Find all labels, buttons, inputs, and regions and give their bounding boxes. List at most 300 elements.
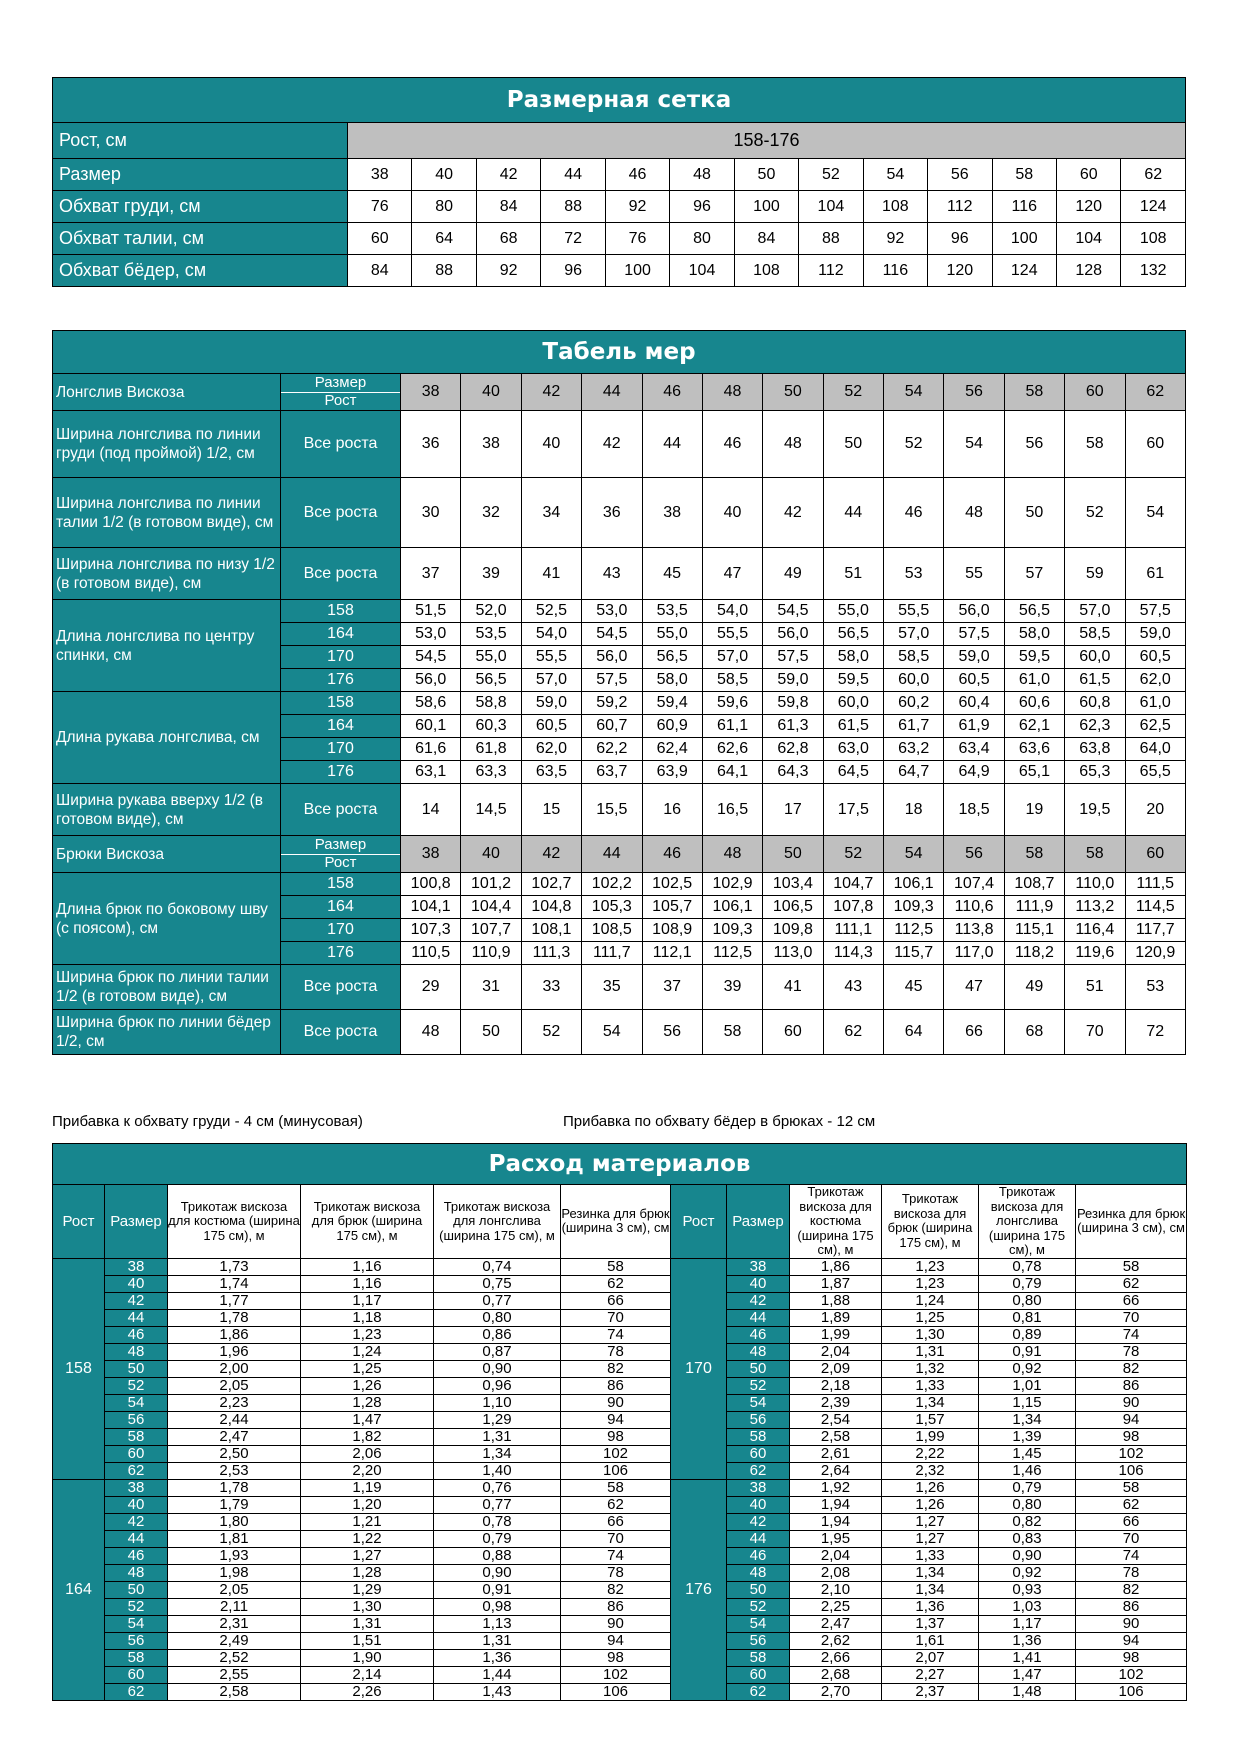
value-cell: 124 (1121, 191, 1186, 223)
value-cell: 86 (561, 1377, 671, 1394)
value-cell: 1,99 (790, 1326, 882, 1343)
consumption-title: Расход материалов (53, 1144, 1187, 1185)
row-label: Обхват талии, см (53, 223, 348, 255)
value-cell: 2,62 (790, 1632, 882, 1649)
value-cell: 74 (1076, 1547, 1187, 1564)
value-cell: 106,1 (884, 873, 944, 896)
value-cell: 80 (670, 223, 734, 255)
value-cell: 62,0 (521, 738, 581, 761)
size-cell: 62 (105, 1683, 168, 1700)
value-cell: 94 (1076, 1411, 1187, 1428)
value-cell: 62 (823, 1010, 883, 1055)
value-cell: 94 (561, 1632, 671, 1649)
height-group-cell: 170 (671, 1258, 727, 1479)
value-cell: 54,5 (582, 623, 642, 646)
size-cell: 60 (727, 1445, 790, 1462)
size-cell: 38 (727, 1479, 790, 1496)
value-cell: 48 (763, 411, 823, 478)
value-cell: 1,16 (301, 1275, 434, 1292)
value-cell: 70 (1076, 1309, 1187, 1326)
value-cell: 1,29 (301, 1581, 434, 1598)
value-cell: 58,5 (884, 646, 944, 669)
size-header-cell: 42 (521, 374, 581, 411)
value-cell: 104,4 (461, 896, 521, 919)
value-cell: 1,13 (434, 1615, 561, 1632)
size-cell: 40 (105, 1496, 168, 1513)
value-cell: 59,5 (1004, 646, 1064, 669)
value-cell: 60,4 (944, 692, 1004, 715)
size-header-cell: 38 (401, 374, 461, 411)
value-cell: 104,1 (401, 896, 461, 919)
value-cell: 1,46 (979, 1462, 1076, 1479)
value-cell: 82 (561, 1360, 671, 1377)
value-cell: 0,80 (979, 1292, 1076, 1309)
value-cell: 56,5 (642, 646, 702, 669)
value-cell: 1,33 (882, 1377, 979, 1394)
table-row (53, 1683, 1187, 1700)
value-cell: 53 (1125, 965, 1186, 1010)
value-cell: 58,5 (1065, 623, 1125, 646)
value-cell: 62 (561, 1275, 671, 1292)
size-cell: 44 (727, 1309, 790, 1326)
size-col-header: Размер (727, 1185, 790, 1259)
measure-label: Ширина лонгслива по линии груди (под проймой) 1/2, см (53, 411, 281, 478)
value-cell: 1,31 (434, 1428, 561, 1445)
value-cell: 1,31 (301, 1615, 434, 1632)
value-cell: 54,5 (401, 646, 461, 669)
value-cell: 55,0 (642, 623, 702, 646)
value-cell: 106,5 (763, 896, 823, 919)
value-cell: 111,7 (582, 942, 642, 965)
value-cell: 40 (702, 478, 762, 548)
table-row (53, 1292, 1187, 1309)
measure-label: Ширина лонгслива по линии талии 1/2 (в готовом виде), см (53, 478, 281, 548)
value-cell: 66 (1076, 1292, 1187, 1309)
value-cell: 108 (734, 255, 798, 287)
value-cell: 2,47 (790, 1615, 882, 1632)
value-cell: 56 (642, 1010, 702, 1055)
table-row (53, 548, 1186, 600)
value-cell: 113,0 (763, 942, 823, 965)
value-cell: 70 (1065, 1010, 1125, 1055)
value-cell: 1,22 (301, 1530, 434, 1547)
value-cell: 0,77 (434, 1292, 561, 1309)
value-cell: 41 (763, 965, 823, 1010)
size-cell: 44 (727, 1530, 790, 1547)
size-cell: 62 (727, 1462, 790, 1479)
size-header-cell: 48 (702, 374, 762, 411)
value-cell: 74 (1076, 1326, 1187, 1343)
size-cell: 54 (105, 1615, 168, 1632)
value-cell: 50 (461, 1010, 521, 1055)
height-cell: 176 (281, 942, 401, 965)
value-cell: 60 (348, 223, 412, 255)
value-cell: 2,44 (168, 1411, 301, 1428)
value-cell: 92 (863, 223, 927, 255)
value-cell: 59,0 (521, 692, 581, 715)
value-cell: 61,5 (823, 715, 883, 738)
material-col-header: Трикотаж вискоза для костюма (ширина 175 см), м (790, 1185, 882, 1259)
value-cell: 0,90 (979, 1547, 1076, 1564)
value-cell: 2,04 (790, 1343, 882, 1360)
value-cell: 1,43 (434, 1683, 561, 1700)
value-cell: 78 (1076, 1343, 1187, 1360)
size-cell: 56 (105, 1632, 168, 1649)
value-cell: 1,78 (168, 1479, 301, 1496)
value-cell: 112,1 (642, 942, 702, 965)
value-cell: 65,5 (1125, 761, 1186, 784)
height-cell: 158 (281, 600, 401, 623)
value-cell: 59,5 (823, 669, 883, 692)
value-cell: 104 (670, 255, 734, 287)
value-cell: 107,4 (944, 873, 1004, 896)
value-cell: 59,0 (1125, 623, 1186, 646)
value-cell: 112 (928, 191, 992, 223)
value-cell: 110,6 (944, 896, 1004, 919)
value-cell: 49 (763, 548, 823, 600)
value-cell: 51 (1065, 965, 1125, 1010)
table-row (53, 1275, 1187, 1292)
table-row (53, 1547, 1187, 1564)
value-cell: 1,47 (979, 1666, 1076, 1683)
value-cell: 1,96 (168, 1343, 301, 1360)
value-cell: 47 (702, 548, 762, 600)
value-cell: 72 (541, 223, 605, 255)
size-cell: 56 (727, 1632, 790, 1649)
size-cell: 54 (105, 1394, 168, 1411)
height-cell: 164 (281, 623, 401, 646)
value-cell: 92 (605, 191, 669, 223)
value-cell: 1,26 (301, 1377, 434, 1394)
value-cell: 111,5 (1125, 873, 1186, 896)
value-cell: 114,3 (823, 942, 883, 965)
value-cell: 1,25 (301, 1360, 434, 1377)
table-row (53, 1445, 1187, 1462)
value-cell: 56 (928, 159, 992, 191)
size-header-cell: 60 (1125, 836, 1186, 873)
value-cell: 0,93 (979, 1581, 1076, 1598)
height-cell: 170 (281, 738, 401, 761)
value-cell: 1,95 (790, 1530, 882, 1547)
value-cell: 105,7 (642, 896, 702, 919)
table-row (53, 1598, 1187, 1615)
value-cell: 57,0 (884, 623, 944, 646)
size-header-cell: 44 (582, 836, 642, 873)
size-cell: 52 (105, 1377, 168, 1394)
value-cell: 46 (884, 478, 944, 548)
size-cell: 60 (105, 1666, 168, 1683)
value-cell: 35 (582, 965, 642, 1010)
value-cell: 45 (642, 548, 702, 600)
value-cell: 104 (799, 191, 863, 223)
value-cell: 116,4 (1065, 919, 1125, 942)
value-cell: 58 (561, 1479, 671, 1496)
height-group-cell: 164 (53, 1479, 105, 1700)
value-cell: 78 (561, 1564, 671, 1581)
value-cell: 42 (476, 159, 540, 191)
value-cell: 1,88 (790, 1292, 882, 1309)
table-row (53, 965, 1186, 1010)
value-cell: 61,9 (944, 715, 1004, 738)
value-cell: 55,0 (823, 600, 883, 623)
value-cell: 104,8 (521, 896, 581, 919)
value-cell: 62 (1121, 159, 1186, 191)
value-cell: 2,26 (301, 1683, 434, 1700)
value-cell: 57,0 (702, 646, 762, 669)
value-cell: 2,47 (168, 1428, 301, 1445)
size-header-cell: 40 (461, 374, 521, 411)
size-cell: 60 (727, 1666, 790, 1683)
value-cell: 1,40 (434, 1462, 561, 1479)
size-word: Размер (281, 375, 400, 393)
value-cell: 50 (1004, 478, 1064, 548)
size-height-label (281, 836, 401, 873)
size-cell: 48 (105, 1343, 168, 1360)
material-col-header: Трикотаж вискоза для лонгслива (ширина 175 см), м (979, 1185, 1076, 1259)
value-cell: 1,36 (434, 1649, 561, 1666)
all-heights-label: Все роста (281, 1010, 401, 1055)
size-header-cell: 42 (521, 836, 581, 873)
value-cell: 63,4 (944, 738, 1004, 761)
size-header-cell: 50 (763, 374, 823, 411)
size-header-cell: 40 (461, 836, 521, 873)
value-cell: 115,7 (884, 942, 944, 965)
value-cell: 102,9 (702, 873, 762, 896)
value-cell: 1,27 (882, 1530, 979, 1547)
value-cell: 107,7 (461, 919, 521, 942)
value-cell: 60,5 (1125, 646, 1186, 669)
value-cell: 0,86 (434, 1326, 561, 1343)
table-row (53, 1394, 1187, 1411)
value-cell: 15,5 (582, 784, 642, 836)
value-cell: 45 (884, 965, 944, 1010)
value-cell: 70 (1076, 1530, 1187, 1547)
size-cell: 52 (105, 1598, 168, 1615)
value-cell: 1,82 (301, 1428, 434, 1445)
value-cell: 56,0 (582, 646, 642, 669)
value-cell: 108,7 (1004, 873, 1064, 896)
table-row (53, 1343, 1187, 1360)
value-cell: 61,6 (401, 738, 461, 761)
value-cell: 84 (348, 255, 412, 287)
value-cell: 37 (642, 965, 702, 1010)
value-cell: 47 (944, 965, 1004, 1010)
value-cell: 1,87 (790, 1275, 882, 1292)
value-cell: 2,70 (790, 1683, 882, 1700)
value-cell: 0,88 (434, 1547, 561, 1564)
value-cell: 100 (992, 223, 1056, 255)
value-cell: 29 (401, 965, 461, 1010)
value-cell: 76 (605, 223, 669, 255)
value-cell: 60,0 (1065, 646, 1125, 669)
size-cell: 50 (727, 1360, 790, 1377)
value-cell: 1,26 (882, 1479, 979, 1496)
value-cell: 2,22 (882, 1445, 979, 1462)
value-cell: 105,3 (582, 896, 642, 919)
value-cell: 64 (412, 223, 476, 255)
value-cell: 98 (1076, 1428, 1187, 1445)
section-label: Лонгслив Вискоза (53, 374, 281, 411)
value-cell: 0,98 (434, 1598, 561, 1615)
size-cell: 48 (727, 1564, 790, 1581)
value-cell: 60,0 (884, 669, 944, 692)
value-cell: 102 (561, 1445, 671, 1462)
value-cell: 0,81 (979, 1309, 1076, 1326)
value-cell: 62,3 (1065, 715, 1125, 738)
value-cell: 64,7 (884, 761, 944, 784)
value-cell: 117,7 (1125, 919, 1186, 942)
value-cell: 61,0 (1004, 669, 1064, 692)
section-label: Брюки Вискоза (53, 836, 281, 873)
value-cell: 62,5 (1125, 715, 1186, 738)
value-cell: 54 (1125, 478, 1186, 548)
value-cell: 1,16 (301, 1258, 434, 1275)
value-cell: 112,5 (702, 942, 762, 965)
value-cell: 1,45 (979, 1445, 1076, 1462)
height-cell: 176 (281, 669, 401, 692)
value-cell: 108 (1121, 223, 1186, 255)
value-cell: 120,9 (1125, 942, 1186, 965)
value-cell: 1,93 (168, 1547, 301, 1564)
value-cell: 44 (541, 159, 605, 191)
size-header-cell: 52 (823, 836, 883, 873)
value-cell: 53,0 (401, 623, 461, 646)
value-cell: 46 (605, 159, 669, 191)
value-cell: 0,78 (979, 1258, 1076, 1275)
size-header-cell: 38 (401, 836, 461, 873)
value-cell: 1,99 (882, 1428, 979, 1445)
value-cell: 1,57 (882, 1411, 979, 1428)
value-cell: 1,48 (979, 1683, 1076, 1700)
value-cell: 57,5 (582, 669, 642, 692)
value-cell: 61,1 (702, 715, 762, 738)
value-cell: 18 (884, 784, 944, 836)
value-cell: 61,5 (1065, 669, 1125, 692)
value-cell: 1,23 (882, 1275, 979, 1292)
size-cell: 56 (727, 1411, 790, 1428)
value-cell: 2,54 (790, 1411, 882, 1428)
value-cell: 72 (1125, 1010, 1186, 1055)
size-cell: 54 (727, 1394, 790, 1411)
chest-note: Прибавка к обхвату груди - 4 см (минусовая) (52, 1113, 363, 1130)
value-cell: 96 (541, 255, 605, 287)
value-cell: 58 (561, 1258, 671, 1275)
value-cell: 116 (863, 255, 927, 287)
value-cell: 64,1 (702, 761, 762, 784)
value-cell: 63,0 (823, 738, 883, 761)
value-cell: 60,5 (521, 715, 581, 738)
value-cell: 1,94 (790, 1496, 882, 1513)
size-cell: 42 (727, 1292, 790, 1309)
value-cell: 44 (642, 411, 702, 478)
size-cell: 62 (105, 1462, 168, 1479)
size-header-cell: 56 (944, 374, 1004, 411)
value-cell: 58,6 (401, 692, 461, 715)
value-cell: 38 (348, 159, 412, 191)
table-row (53, 1513, 1187, 1530)
value-cell: 84 (476, 191, 540, 223)
value-cell: 19,5 (1065, 784, 1125, 836)
value-cell: 108 (863, 191, 927, 223)
value-cell: 56,5 (461, 669, 521, 692)
size-cell: 46 (105, 1326, 168, 1343)
value-cell: 60,2 (884, 692, 944, 715)
value-cell: 39 (702, 965, 762, 1010)
size-header-cell: 50 (763, 836, 823, 873)
value-cell: 52,5 (521, 600, 581, 623)
value-cell: 39 (461, 548, 521, 600)
size-cell: 58 (105, 1649, 168, 1666)
value-cell: 65,1 (1004, 761, 1064, 784)
value-cell: 63,6 (1004, 738, 1064, 761)
value-cell: 2,50 (168, 1445, 301, 1462)
table-row (53, 223, 1186, 255)
value-cell: 16 (642, 784, 702, 836)
value-cell: 34 (521, 478, 581, 548)
value-cell: 0,91 (979, 1343, 1076, 1360)
value-cell: 1,29 (434, 1411, 561, 1428)
value-cell: 52 (884, 411, 944, 478)
value-cell: 1,17 (979, 1615, 1076, 1632)
value-cell: 1,80 (168, 1513, 301, 1530)
value-cell: 0,91 (434, 1581, 561, 1598)
size-word: Размер (281, 837, 400, 855)
value-cell: 2,07 (882, 1649, 979, 1666)
value-cell: 1,03 (979, 1598, 1076, 1615)
table-row (53, 1010, 1186, 1055)
value-cell: 1,28 (301, 1394, 434, 1411)
value-cell: 60,0 (823, 692, 883, 715)
value-cell: 2,00 (168, 1360, 301, 1377)
value-cell: 1,20 (301, 1496, 434, 1513)
value-cell: 1,34 (979, 1411, 1076, 1428)
height-cell: 164 (281, 715, 401, 738)
value-cell: 31 (461, 965, 521, 1010)
value-cell: 66 (1076, 1513, 1187, 1530)
value-cell: 44 (823, 478, 883, 548)
value-cell: 1,34 (882, 1564, 979, 1581)
value-cell: 52 (521, 1010, 581, 1055)
value-cell: 1,47 (301, 1411, 434, 1428)
value-cell: 98 (561, 1649, 671, 1666)
value-cell: 2,32 (882, 1462, 979, 1479)
value-cell: 0,75 (434, 1275, 561, 1292)
value-cell: 0,87 (434, 1343, 561, 1360)
value-cell: 62 (561, 1496, 671, 1513)
height-cell: 164 (281, 896, 401, 919)
value-cell: 66 (561, 1513, 671, 1530)
table-row (53, 1666, 1187, 1683)
size-header-cell: 62 (1125, 374, 1186, 411)
value-cell: 0,77 (434, 1496, 561, 1513)
value-cell: 58 (992, 159, 1056, 191)
consumption-table (52, 1143, 1187, 1701)
value-cell: 40 (412, 159, 476, 191)
value-cell: 54 (582, 1010, 642, 1055)
value-cell: 0,74 (434, 1258, 561, 1275)
value-cell: 0,80 (979, 1496, 1076, 1513)
value-cell: 88 (412, 255, 476, 287)
value-cell: 2,18 (790, 1377, 882, 1394)
size-cell: 38 (105, 1258, 168, 1275)
value-cell: 36 (582, 478, 642, 548)
value-cell: 60 (1056, 159, 1120, 191)
value-cell: 66 (561, 1292, 671, 1309)
value-cell: 107,8 (823, 896, 883, 919)
measure-label: Длина рукава лонгслива, см (53, 692, 281, 784)
size-cell: 42 (727, 1513, 790, 1530)
size-cell: 46 (727, 1326, 790, 1343)
